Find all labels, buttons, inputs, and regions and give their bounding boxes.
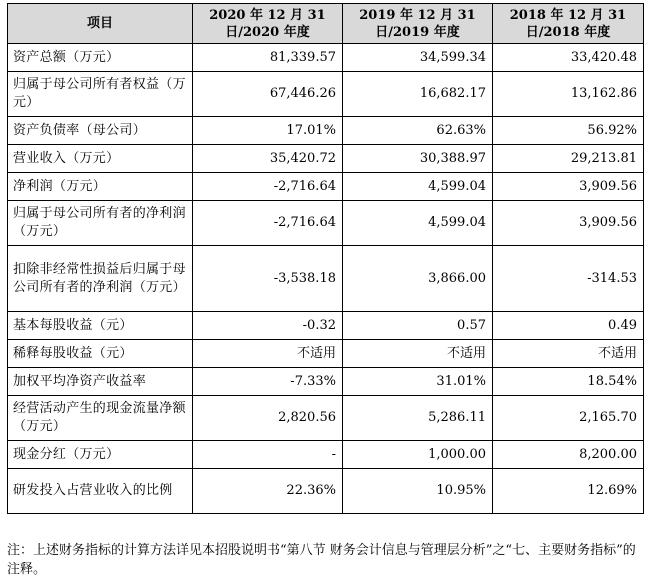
cell-2020: -2,716.64	[193, 201, 343, 246]
header-2020: 2020 年 12 月 31 日/2020 年度	[193, 4, 343, 44]
table-row	[8, 201, 644, 246]
cell-2020: -7.33%	[193, 368, 343, 396]
financial-indicators-table	[7, 3, 644, 514]
cell-2018: 0.49	[493, 312, 644, 340]
table-row	[8, 173, 644, 201]
row-label: 归属于母公司所有者权益（万元）	[8, 72, 193, 117]
header-2019: 2019 年 12 月 31 日/2019 年度	[343, 4, 493, 44]
cell-2020: 17.01%	[193, 117, 343, 145]
cell-2018: 不适用	[493, 340, 644, 368]
row-label: 加权平均净资产收益率	[8, 368, 193, 396]
cell-2019: 62.63%	[343, 117, 493, 145]
cell-2018: 2,165.70	[493, 396, 644, 441]
cell-2019: 0.57	[343, 312, 493, 340]
table-row	[8, 396, 644, 441]
cell-2019: 不适用	[343, 340, 493, 368]
cell-2020: 22.36%	[193, 469, 343, 514]
table-row	[8, 340, 644, 368]
cell-2019: 3,866.00	[343, 246, 493, 312]
cell-2018: 13,162.86	[493, 72, 644, 117]
cell-2018: -314.53	[493, 246, 644, 312]
cell-2018: 29,213.81	[493, 145, 644, 173]
cell-2019: 5,286.11	[343, 396, 493, 441]
cell-2020: 67,446.26	[193, 72, 343, 117]
cell-2019: 30,388.97	[343, 145, 493, 173]
cell-2020: 35,420.72	[193, 145, 343, 173]
table-row	[8, 145, 644, 173]
cell-2018: 3,909.56	[493, 173, 644, 201]
table-row	[8, 312, 644, 340]
cell-2018: 8,200.00	[493, 441, 644, 469]
cell-2019: 4,599.04	[343, 173, 493, 201]
table-row	[8, 117, 644, 145]
row-label: 净利润（万元）	[8, 173, 193, 201]
cell-2019: 1,000.00	[343, 441, 493, 469]
cell-2020: 不适用	[193, 340, 343, 368]
row-label: 资产负债率（母公司）	[8, 117, 193, 145]
row-label: 经营活动产生的现金流量净额（万元）	[8, 396, 193, 441]
table-row	[8, 368, 644, 396]
table-row	[8, 72, 644, 117]
row-label: 营业收入（万元）	[8, 145, 193, 173]
cell-2020: 81,339.57	[193, 44, 343, 72]
cell-2019: 34,599.34	[343, 44, 493, 72]
cell-2019: 16,682.17	[343, 72, 493, 117]
cell-2019: 4,599.04	[343, 201, 493, 246]
header-2018: 2018 年 12 月 31 日/2018 年度	[493, 4, 644, 44]
table-row	[8, 44, 644, 72]
row-label: 稀释每股收益（元）	[8, 340, 193, 368]
row-label: 现金分红（万元）	[8, 441, 193, 469]
table-row	[8, 441, 644, 469]
cell-2020: -	[193, 441, 343, 469]
cell-2020: 2,820.56	[193, 396, 343, 441]
cell-2018: 3,909.56	[493, 201, 644, 246]
cell-2018: 12.69%	[493, 469, 644, 514]
cell-2019: 10.95%	[343, 469, 493, 514]
table-row	[8, 246, 644, 312]
row-label: 扣除非经常性损益后归属于母公司所有者的净利润（万元）	[8, 246, 193, 312]
header-row	[8, 4, 644, 44]
header-item: 项目	[8, 4, 193, 44]
cell-2018: 33,420.48	[493, 44, 644, 72]
row-label: 资产总额（万元）	[8, 44, 193, 72]
cell-2020: -0.32	[193, 312, 343, 340]
row-label: 归属于母公司所有者的净利润（万元）	[8, 201, 193, 246]
cell-2018: 18.54%	[493, 368, 644, 396]
cell-2020: -2,716.64	[193, 173, 343, 201]
row-label: 研发投入占营业收入的比例	[8, 469, 193, 514]
row-label: 基本每股收益（元）	[8, 312, 193, 340]
cell-2019: 31.01%	[343, 368, 493, 396]
cell-2020: -3,538.18	[193, 246, 343, 312]
footnote: 注：上述财务指标的计算方法详见本招股说明书“第八节 财务会计信息与管理层分析”之“七、主要财务指标”的注释。	[7, 543, 636, 577]
cell-2018: 56.92%	[493, 117, 644, 145]
table-row	[8, 469, 644, 514]
